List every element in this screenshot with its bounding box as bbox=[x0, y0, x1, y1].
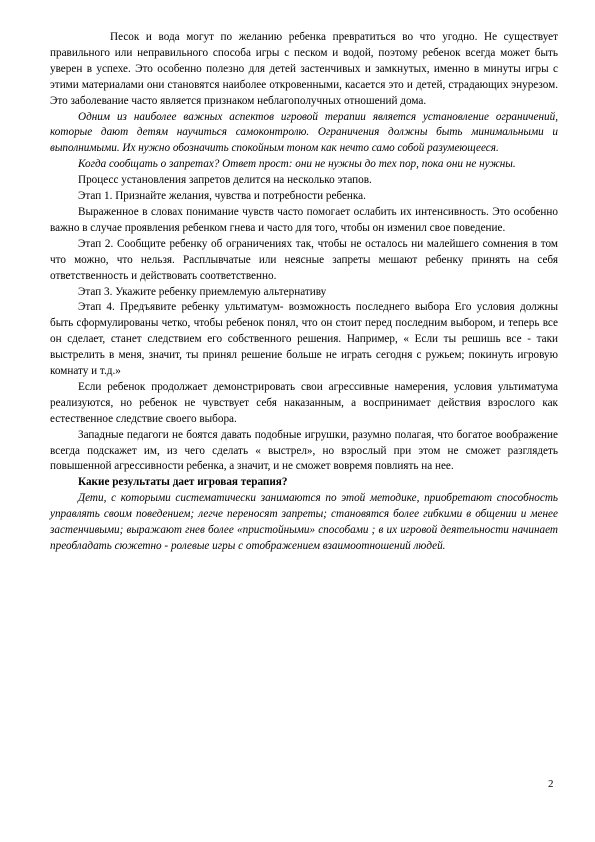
paragraph-stage-1: Этап 1. Признайте желания, чувства и потребности ребенка. bbox=[78, 190, 366, 203]
paragraph-when-to-restrict: Когда сообщать о запретах? Ответ прост: они не нужны до тех пор, пока они не нужны. bbox=[78, 158, 516, 171]
paragraph-therapy-results: Дети, с которыми систематически занимаются по этой методике, приобретают способность управлять своим поведением; легче переносят запреты; становятся более гибкими в общении и менее застенчивыми; выражают гнев более «пристойными» способами ; в их игровой деятельности начинает преобладать сюжетно - ролевые игры с отображением взаимоотношений людей. bbox=[50, 492, 558, 552]
paragraph-stage-2: Этап 2. Сообщите ребенку об ограничениях так, чтобы не осталось ни малейшего сомнения в том что можно, что нельзя. Расплывчатые или неясные запреты мешают ребенку принять на себя ответственность и действовать соответственно. bbox=[50, 237, 558, 282]
section-heading-results: Какие результаты дает игровая терапия? bbox=[78, 476, 288, 489]
page-number: 2 bbox=[548, 778, 554, 790]
document-body bbox=[50, 30, 558, 555]
paragraph-western-teachers: Западные педагоги не боятся давать подобные игрушки, разумно полагая, что богатое воображение всегда подскажет им, из чего сделать « выстрел», но взрослый при этом не сможет разглядеть повышенной агрессивности ребенка, а значит, и не сможет вовремя повлиять на нее. bbox=[50, 428, 558, 473]
paragraph-stage-4: Этап 4. Предъявите ребенку ультиматум- возможность последнего выбора Его условия должны быть сформулированы четко, чтобы ребенок понял, что он стоит перед последним выбором, и теперь все он сделает, станет следствием его собственного решения. Например, « Если ты решишь все - таки выстрелить в меня, значит, ты принял решение больше не играть сегодня с ружьем; покинуть игровую комнату и т.д.» bbox=[50, 301, 558, 378]
paragraph-stage-1-details: Выраженное в словах понимание чувств часто помогает ослабить их интенсивность. Это особенно важно в случае проявления ребенком гнева и часто для того, чтобы он изменил свое поведение. bbox=[50, 205, 558, 234]
paragraph-ultimatum-consequences: Если ребенок продолжает демонстрировать свои агрессивные намерения, условия ультиматума реализуются, но ребенок не чувствует себя наказанным, а воспринимает действия взрослого как естественное следствие своего выбора. bbox=[50, 380, 558, 425]
paragraph-restrictions-importance: Одним из наиболее важных аспектов игровой терапии является установление ограничений, которые дают детям научиться самоконтролю. Ограничения должны быть минимальными и выполнимыми. Их нужно обозначить спокойным тоном как нечто само собой разумеющееся. bbox=[50, 110, 558, 155]
paragraph-stage-3: Этап 3. Укажите ребенку приемлемую альтернативу bbox=[78, 285, 327, 298]
paragraph-process-stages: Процесс установления запретов делится на несколько этапов. bbox=[78, 174, 372, 187]
paragraph-sand-water: Песок и вода могут по желанию ребенка превратиться во что угодно. Не существует правильного или неправильного способа игры с песком и водой, поэтому ребенок всегда может быть уверен в успехе. Это особенно полезно для детей застенчивых и замкнутых, именно в минуты игры с этими материалами они становятся наиболее откровенными, касается это и детей, страдающих энурезом. Это заболевание часто является признаком неблагополучных отношений дома. bbox=[50, 31, 558, 107]
